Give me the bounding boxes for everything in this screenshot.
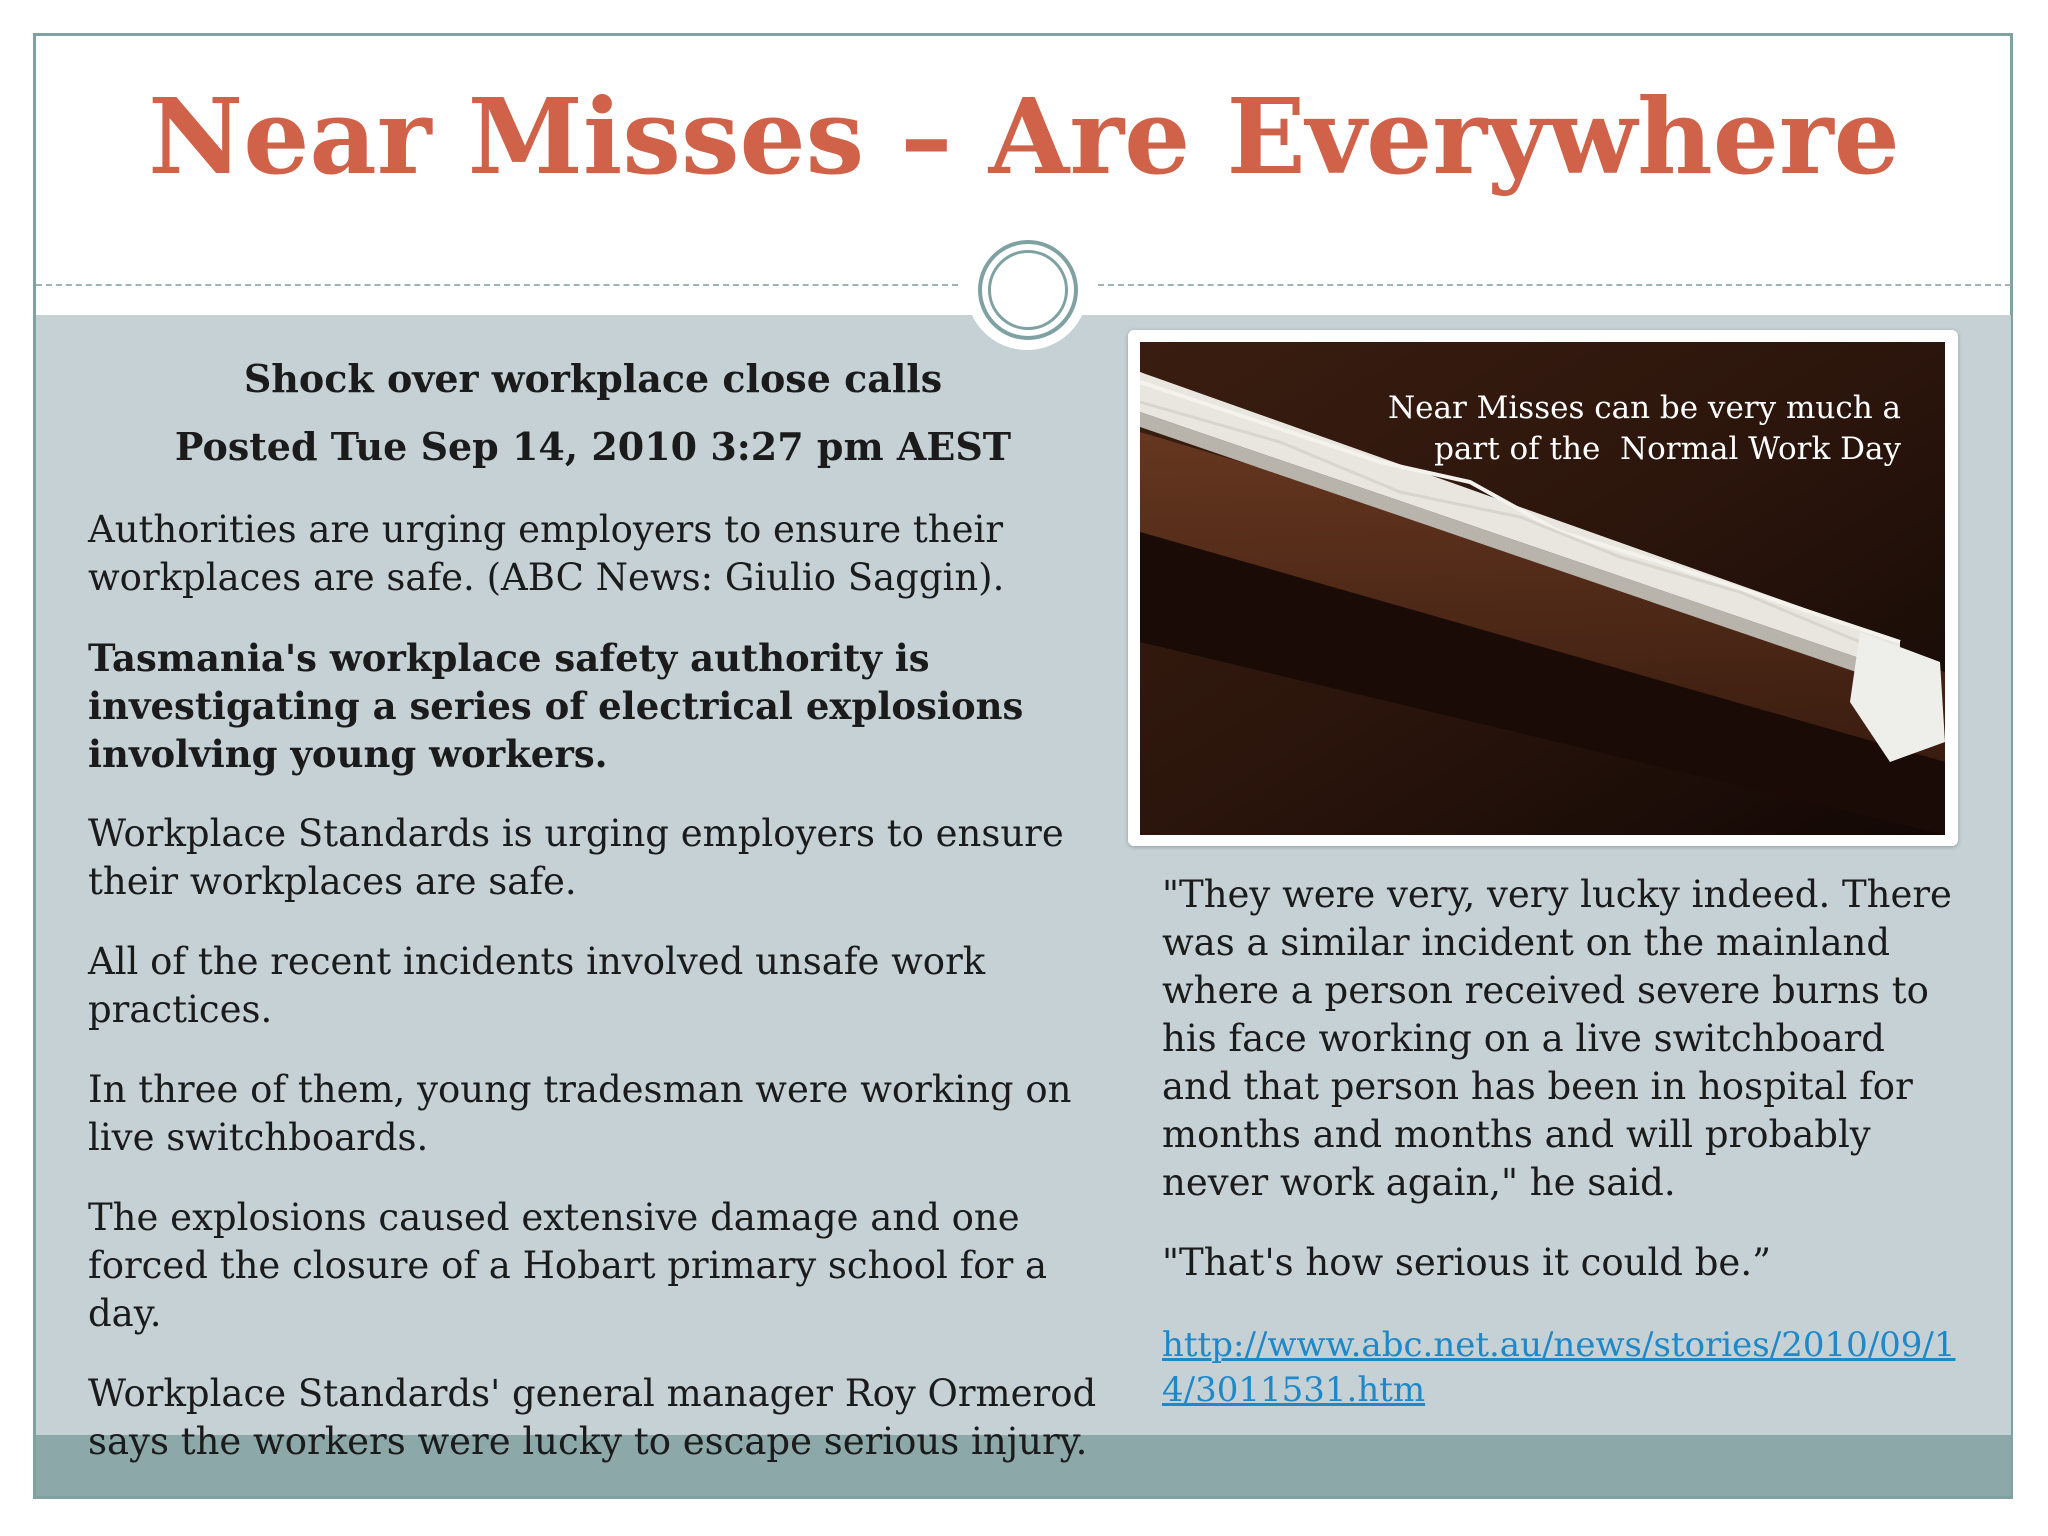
slide-title: Near Misses – Are Everywhere (148, 75, 1900, 198)
article-paragraph: Workplace Standards' general manager Roy Ormerod says the workers were lucky to escape serious injury. (88, 1372, 1097, 1463)
article-paragraph: In three of them, young tradesman were working on live switchboards. (88, 1068, 1072, 1159)
article-headline: Shock over workplace close calls (243, 356, 943, 401)
circle-ornament-icon (966, 228, 1088, 350)
photo-frame (1128, 330, 1958, 846)
quote-paragraph: "That's how serious it could be.” (1162, 1241, 1772, 1284)
title-divider-right (1098, 284, 2011, 286)
title-divider-left (36, 284, 958, 286)
source-link[interactable]: http://www.abc.net.au/news/stories/2010/09/14/3011531.htm (1162, 1325, 1956, 1410)
article-paragraph: The explosions caused extensive damage and one forced the closure of a Hobart primary school for a day. (88, 1196, 1048, 1335)
article-paragraph: Authorities are urging employers to ensure their workplaces are safe. (ABC News: Giulio Saggin). (88, 508, 1005, 599)
wiring-photo (1140, 342, 1945, 835)
article-posted-date: Posted Tue Sep 14, 2010 3:27 pm AEST (174, 424, 1012, 469)
quote-paragraph: "They were very, very lucky indeed. There was a similar incident on the mainland where a person received severe burns to his face working on a live switchboard and that person has been in hospital for months and months and will probably never work again," he said. (1162, 873, 1952, 1204)
article-paragraph: All of the recent incidents involved unsafe work practices. (88, 940, 986, 1031)
photo-caption: Near Misses can be very much a part of the Normal Work Day (1388, 390, 1901, 467)
quote-column (1162, 871, 1962, 1413)
article-column (88, 350, 1098, 1498)
article-paragraph: Workplace Standards is urging employers to ensure their workplaces are safe. (88, 812, 1064, 903)
article-lead-paragraph: Tasmania's workplace safety authority is investigating a series of electrical explosions involving young workers. (88, 636, 1024, 776)
